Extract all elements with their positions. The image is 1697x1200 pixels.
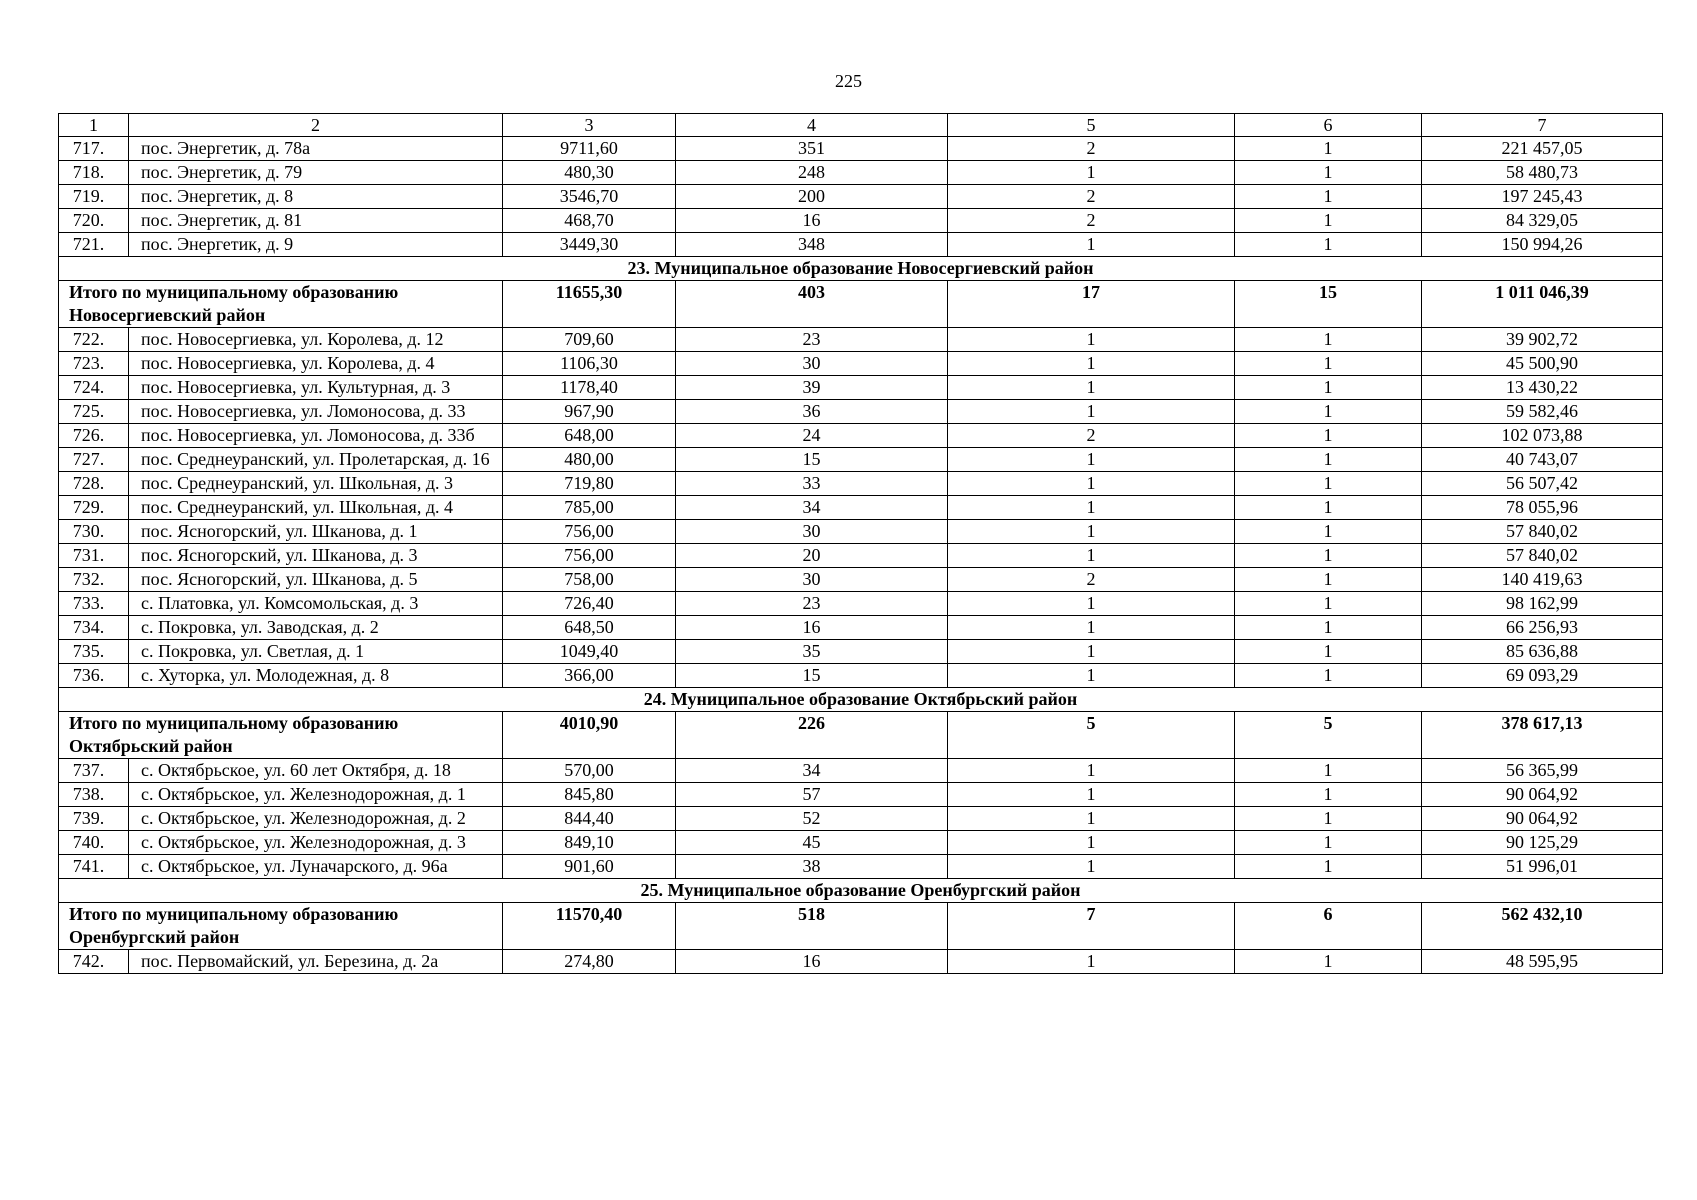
count-col6: 1 xyxy=(1235,376,1422,400)
residents-count: 34 xyxy=(676,496,948,520)
row-number: 719. xyxy=(59,185,129,209)
cost-value: 57 840,02 xyxy=(1422,520,1663,544)
total-row xyxy=(59,712,1663,759)
count-col6: 1 xyxy=(1235,544,1422,568)
table-row xyxy=(59,520,1663,544)
total-col5: 17 xyxy=(948,281,1235,328)
count-col5: 2 xyxy=(948,424,1235,448)
address: с. Октябрьское, ул. 60 лет Октября, д. 18 xyxy=(129,759,503,783)
area-value: 3449,30 xyxy=(503,233,676,257)
cost-value: 51 996,01 xyxy=(1422,855,1663,879)
cost-value: 90 064,92 xyxy=(1422,807,1663,831)
section-title: 24. Муниципальное образование Октябрьский район xyxy=(59,688,1663,712)
row-number: 724. xyxy=(59,376,129,400)
residents-count: 38 xyxy=(676,855,948,879)
residents-count: 16 xyxy=(676,950,948,974)
residents-count: 35 xyxy=(676,640,948,664)
residents-count: 248 xyxy=(676,161,948,185)
count-col6: 1 xyxy=(1235,472,1422,496)
total-residents: 226 xyxy=(676,712,948,759)
area-value: 756,00 xyxy=(503,544,676,568)
total-col6: 5 xyxy=(1235,712,1422,759)
count-col6: 1 xyxy=(1235,352,1422,376)
residents-count: 23 xyxy=(676,328,948,352)
address: пос. Энергетик, д. 79 xyxy=(129,161,503,185)
address: пос. Среднеуранский, ул. Пролетарская, д. 16 xyxy=(129,448,503,472)
count-col5: 1 xyxy=(948,400,1235,424)
address: пос. Новосергиевка, ул. Ломоносова, д. 33б xyxy=(129,424,503,448)
address: пос. Энергетик, д. 9 xyxy=(129,233,503,257)
column-header: 5 xyxy=(948,114,1235,137)
address: пос. Среднеуранский, ул. Школьная, д. 3 xyxy=(129,472,503,496)
table-row xyxy=(59,544,1663,568)
area-value: 844,40 xyxy=(503,807,676,831)
cost-value: 45 500,90 xyxy=(1422,352,1663,376)
row-number: 742. xyxy=(59,950,129,974)
count-col5: 1 xyxy=(948,759,1235,783)
table-row xyxy=(59,616,1663,640)
residents-count: 20 xyxy=(676,544,948,568)
residents-count: 15 xyxy=(676,664,948,688)
address: пос. Энергетик, д. 78а xyxy=(129,137,503,161)
address: пос. Ясногорский, ул. Шканова, д. 5 xyxy=(129,568,503,592)
table-row xyxy=(59,233,1663,257)
residents-count: 45 xyxy=(676,831,948,855)
table-row xyxy=(59,831,1663,855)
row-number: 730. xyxy=(59,520,129,544)
table-row xyxy=(59,950,1663,974)
count-col5: 1 xyxy=(948,783,1235,807)
residents-count: 16 xyxy=(676,209,948,233)
total-row xyxy=(59,281,1663,328)
address: с. Октябрьское, ул. Железнодорожная, д. 2 xyxy=(129,807,503,831)
cost-value: 140 419,63 xyxy=(1422,568,1663,592)
address: пос. Первомайский, ул. Березина, д. 2а xyxy=(129,950,503,974)
area-value: 719,80 xyxy=(503,472,676,496)
row-number: 729. xyxy=(59,496,129,520)
column-header: 1 xyxy=(59,114,129,137)
row-number: 731. xyxy=(59,544,129,568)
table-row xyxy=(59,424,1663,448)
column-header: 3 xyxy=(503,114,676,137)
address: с. Октябрьское, ул. Железнодорожная, д. 1 xyxy=(129,783,503,807)
cost-value: 58 480,73 xyxy=(1422,161,1663,185)
count-col5: 2 xyxy=(948,568,1235,592)
total-label: Итого по муниципальному образованию Оренбургский район xyxy=(59,903,503,950)
address: с. Октябрьское, ул. Железнодорожная, д. 3 xyxy=(129,831,503,855)
residents-count: 39 xyxy=(676,376,948,400)
area-value: 845,80 xyxy=(503,783,676,807)
column-header: 7 xyxy=(1422,114,1663,137)
area-value: 1178,40 xyxy=(503,376,676,400)
count-col5: 1 xyxy=(948,807,1235,831)
count-col5: 1 xyxy=(948,520,1235,544)
address: с. Покровка, ул. Заводская, д. 2 xyxy=(129,616,503,640)
cost-value: 56 365,99 xyxy=(1422,759,1663,783)
section-header-row xyxy=(59,688,1663,712)
cost-value: 90 064,92 xyxy=(1422,783,1663,807)
table-row xyxy=(59,400,1663,424)
address: пос. Ясногорский, ул. Шканова, д. 3 xyxy=(129,544,503,568)
cost-value: 66 256,93 xyxy=(1422,616,1663,640)
count-col6: 1 xyxy=(1235,568,1422,592)
residents-count: 24 xyxy=(676,424,948,448)
total-residents: 403 xyxy=(676,281,948,328)
cost-value: 221 457,05 xyxy=(1422,137,1663,161)
table-row xyxy=(59,352,1663,376)
residents-count: 30 xyxy=(676,520,948,544)
area-value: 726,40 xyxy=(503,592,676,616)
row-number: 723. xyxy=(59,352,129,376)
cost-value: 84 329,05 xyxy=(1422,209,1663,233)
count-col5: 1 xyxy=(948,233,1235,257)
cost-value: 98 162,99 xyxy=(1422,592,1663,616)
row-number: 717. xyxy=(59,137,129,161)
address: с. Хуторка, ул. Молодежная, д. 8 xyxy=(129,664,503,688)
section-header-row xyxy=(59,257,1663,281)
area-value: 849,10 xyxy=(503,831,676,855)
address: с. Платовка, ул. Комсомольская, д. 3 xyxy=(129,592,503,616)
table-row xyxy=(59,185,1663,209)
address: пос. Энергетик, д. 81 xyxy=(129,209,503,233)
section-title: 25. Муниципальное образование Оренбургский район xyxy=(59,879,1663,903)
total-label: Итого по муниципальному образованию Новосергиевский район xyxy=(59,281,503,328)
count-col6: 1 xyxy=(1235,831,1422,855)
total-col6: 6 xyxy=(1235,903,1422,950)
residents-count: 52 xyxy=(676,807,948,831)
row-number: 725. xyxy=(59,400,129,424)
count-col5: 1 xyxy=(948,448,1235,472)
cost-value: 13 430,22 xyxy=(1422,376,1663,400)
column-header: 2 xyxy=(129,114,503,137)
table-body xyxy=(59,114,1663,974)
total-cost: 378 617,13 xyxy=(1422,712,1663,759)
cost-value: 40 743,07 xyxy=(1422,448,1663,472)
residents-count: 30 xyxy=(676,352,948,376)
row-number: 733. xyxy=(59,592,129,616)
area-value: 758,00 xyxy=(503,568,676,592)
section-header-row xyxy=(59,879,1663,903)
count-col5: 1 xyxy=(948,640,1235,664)
total-area: 4010,90 xyxy=(503,712,676,759)
count-col6: 1 xyxy=(1235,783,1422,807)
table-row xyxy=(59,472,1663,496)
count-col6: 1 xyxy=(1235,664,1422,688)
count-col5: 1 xyxy=(948,592,1235,616)
count-col6: 1 xyxy=(1235,137,1422,161)
count-col5: 1 xyxy=(948,855,1235,879)
count-col5: 2 xyxy=(948,137,1235,161)
housing-table xyxy=(58,113,1663,974)
count-col5: 1 xyxy=(948,664,1235,688)
column-header: 4 xyxy=(676,114,948,137)
area-value: 648,00 xyxy=(503,424,676,448)
count-col6: 1 xyxy=(1235,807,1422,831)
total-row xyxy=(59,903,1663,950)
table-row xyxy=(59,209,1663,233)
row-number: 737. xyxy=(59,759,129,783)
column-header: 6 xyxy=(1235,114,1422,137)
table-row xyxy=(59,855,1663,879)
row-number: 736. xyxy=(59,664,129,688)
table-row xyxy=(59,328,1663,352)
row-number: 735. xyxy=(59,640,129,664)
residents-count: 23 xyxy=(676,592,948,616)
count-col5: 2 xyxy=(948,185,1235,209)
count-col5: 1 xyxy=(948,950,1235,974)
count-col6: 1 xyxy=(1235,185,1422,209)
area-value: 967,90 xyxy=(503,400,676,424)
residents-count: 36 xyxy=(676,400,948,424)
address: с. Октябрьское, ул. Луначарского, д. 96а xyxy=(129,855,503,879)
row-number: 726. xyxy=(59,424,129,448)
total-col6: 15 xyxy=(1235,281,1422,328)
table-row xyxy=(59,496,1663,520)
row-number: 728. xyxy=(59,472,129,496)
count-col6: 1 xyxy=(1235,496,1422,520)
count-col5: 1 xyxy=(948,376,1235,400)
row-number: 738. xyxy=(59,783,129,807)
table-row xyxy=(59,807,1663,831)
cost-value: 90 125,29 xyxy=(1422,831,1663,855)
count-col6: 1 xyxy=(1235,448,1422,472)
area-value: 709,60 xyxy=(503,328,676,352)
total-col5: 7 xyxy=(948,903,1235,950)
count-col6: 1 xyxy=(1235,640,1422,664)
table-row xyxy=(59,448,1663,472)
cost-value: 102 073,88 xyxy=(1422,424,1663,448)
cost-value: 59 582,46 xyxy=(1422,400,1663,424)
table-row xyxy=(59,640,1663,664)
cost-value: 48 595,95 xyxy=(1422,950,1663,974)
area-value: 468,70 xyxy=(503,209,676,233)
residents-count: 33 xyxy=(676,472,948,496)
residents-count: 200 xyxy=(676,185,948,209)
row-number: 740. xyxy=(59,831,129,855)
residents-count: 16 xyxy=(676,616,948,640)
count-col6: 1 xyxy=(1235,400,1422,424)
row-number: 721. xyxy=(59,233,129,257)
count-col6: 1 xyxy=(1235,161,1422,185)
row-number: 741. xyxy=(59,855,129,879)
table-row xyxy=(59,137,1663,161)
table-row xyxy=(59,376,1663,400)
area-value: 3546,70 xyxy=(503,185,676,209)
count-col5: 1 xyxy=(948,328,1235,352)
cost-value: 85 636,88 xyxy=(1422,640,1663,664)
total-residents: 518 xyxy=(676,903,948,950)
row-number: 739. xyxy=(59,807,129,831)
address: пос. Новосергиевка, ул. Королева, д. 4 xyxy=(129,352,503,376)
address: с. Покровка, ул. Светлая, д. 1 xyxy=(129,640,503,664)
area-value: 274,80 xyxy=(503,950,676,974)
count-col6: 1 xyxy=(1235,616,1422,640)
cost-value: 39 902,72 xyxy=(1422,328,1663,352)
residents-count: 34 xyxy=(676,759,948,783)
address: пос. Новосергиевка, ул. Королева, д. 12 xyxy=(129,328,503,352)
cost-value: 56 507,42 xyxy=(1422,472,1663,496)
count-col6: 1 xyxy=(1235,233,1422,257)
count-col5: 1 xyxy=(948,831,1235,855)
area-value: 480,00 xyxy=(503,448,676,472)
page-number: 225 xyxy=(835,71,862,91)
count-col5: 1 xyxy=(948,496,1235,520)
count-col6: 1 xyxy=(1235,328,1422,352)
area-value: 1049,40 xyxy=(503,640,676,664)
address: пос. Новосергиевка, ул. Ломоносова, д. 33 xyxy=(129,400,503,424)
address: пос. Новосергиевка, ул. Культурная, д. 3 xyxy=(129,376,503,400)
address: пос. Среднеуранский, ул. Школьная, д. 4 xyxy=(129,496,503,520)
count-col6: 1 xyxy=(1235,520,1422,544)
count-col5: 1 xyxy=(948,352,1235,376)
area-value: 570,00 xyxy=(503,759,676,783)
count-col6: 1 xyxy=(1235,209,1422,233)
table-row xyxy=(59,783,1663,807)
area-value: 785,00 xyxy=(503,496,676,520)
residents-count: 57 xyxy=(676,783,948,807)
table-row xyxy=(59,568,1663,592)
table-row xyxy=(59,664,1663,688)
address: пос. Энергетик, д. 8 xyxy=(129,185,503,209)
total-cost: 1 011 046,39 xyxy=(1422,281,1663,328)
area-value: 901,60 xyxy=(503,855,676,879)
column-header-row xyxy=(59,114,1663,137)
cost-value: 78 055,96 xyxy=(1422,496,1663,520)
total-col5: 5 xyxy=(948,712,1235,759)
count-col6: 1 xyxy=(1235,592,1422,616)
area-value: 9711,60 xyxy=(503,137,676,161)
area-value: 756,00 xyxy=(503,520,676,544)
cost-value: 197 245,43 xyxy=(1422,185,1663,209)
row-number: 722. xyxy=(59,328,129,352)
cost-value: 57 840,02 xyxy=(1422,544,1663,568)
count-col5: 1 xyxy=(948,472,1235,496)
total-label: Итого по муниципальному образованию Октябрьский район xyxy=(59,712,503,759)
count-col6: 1 xyxy=(1235,950,1422,974)
row-number: 718. xyxy=(59,161,129,185)
row-number: 732. xyxy=(59,568,129,592)
row-number: 734. xyxy=(59,616,129,640)
count-col5: 2 xyxy=(948,209,1235,233)
cost-value: 69 093,29 xyxy=(1422,664,1663,688)
residents-count: 348 xyxy=(676,233,948,257)
area-value: 648,50 xyxy=(503,616,676,640)
table-row xyxy=(59,592,1663,616)
row-number: 720. xyxy=(59,209,129,233)
area-value: 480,30 xyxy=(503,161,676,185)
total-cost: 562 432,10 xyxy=(1422,903,1663,950)
count-col6: 1 xyxy=(1235,759,1422,783)
residents-count: 30 xyxy=(676,568,948,592)
total-area: 11570,40 xyxy=(503,903,676,950)
area-value: 1106,30 xyxy=(503,352,676,376)
residents-count: 351 xyxy=(676,137,948,161)
area-value: 366,00 xyxy=(503,664,676,688)
table-row xyxy=(59,161,1663,185)
total-area: 11655,30 xyxy=(503,281,676,328)
count-col6: 1 xyxy=(1235,855,1422,879)
residents-count: 15 xyxy=(676,448,948,472)
address: пос. Ясногорский, ул. Шканова, д. 1 xyxy=(129,520,503,544)
row-number: 727. xyxy=(59,448,129,472)
table-row xyxy=(59,759,1663,783)
count-col6: 1 xyxy=(1235,424,1422,448)
count-col5: 1 xyxy=(948,616,1235,640)
section-title: 23. Муниципальное образование Новосергиевский район xyxy=(59,257,1663,281)
count-col5: 1 xyxy=(948,161,1235,185)
count-col5: 1 xyxy=(948,544,1235,568)
cost-value: 150 994,26 xyxy=(1422,233,1663,257)
